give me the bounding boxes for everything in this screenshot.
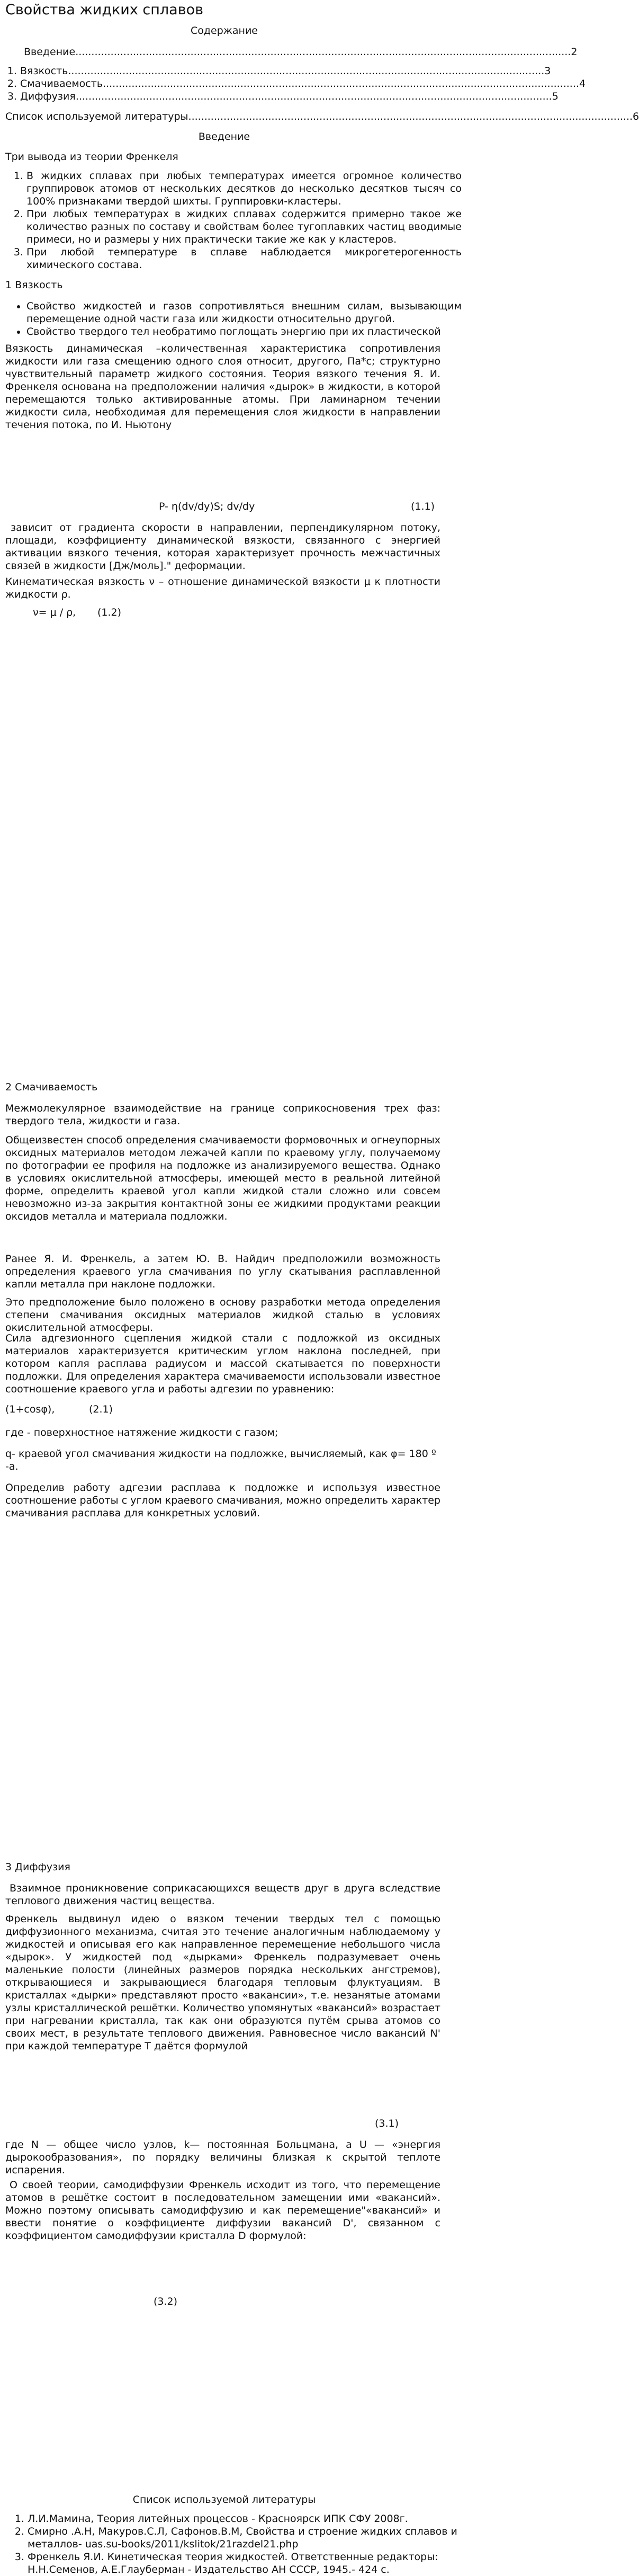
list-item: • Свойство твердого тел необратимо поглощать энергию при их пластической	[26, 325, 462, 338]
toc-entry-label: Список используемой литературы	[5, 111, 188, 122]
formula-number: (2.1)	[89, 1404, 113, 1415]
toc-leader-dots: .....................................................................................................................................................	[75, 91, 552, 102]
diffusion-paragraph: Взаимное проникновение соприкасающихся веществ друг в друга вследствие теплового движения частиц вещества.	[5, 1882, 440, 1907]
document-title: Свойства жидких сплавов	[5, 2, 204, 18]
diffusion-paragraph: О своей теории, самодиффузии Френкель исходит из того, что перемещение атомов в решётке состоит в последовательном замещении ими «вакансий». Можно поэтому описывать самодиффузию и как перемещение"«вакансий» и ввести понятие о коэффициенте диффузии вакансий D', связанном с коэффициентом самодиффузии кристалла D формулой:	[5, 2179, 440, 2242]
list-item: 1. В жидких сплавах при любых температурах имеется огромное количество группировок атомов от нескольких десятков до несколько десятков тысяч со 100% признаками твердой шихты. Группировки-кластеры.	[26, 170, 462, 208]
references-heading: Список используемой литературы	[132, 2494, 316, 2506]
reference-item: 2. Смирно .А.Н, Макуров.С.Л, Сафонов.В.М, Свойства и строение жидких сплавов и металлов- uas.su-books/2011/kslitok/21razdel21.php	[28, 2525, 463, 2551]
intro-subheading: Три вывода из теории Френкеля	[5, 151, 178, 163]
formula-number: (3.1)	[375, 2118, 399, 2129]
intro-heading: Введение	[198, 131, 250, 143]
wetting-paragraph: Ранее Я. И. Френкель, а затем Ю. В. Найдич предположили возможность определения краевого угла смачивания по углу скатывания расплавленной капли металла при наклоне подложки.	[5, 1253, 440, 1290]
reference-item: 1. Л.И.Мамина, Теория литейных процессов - Красноярск ИПК СФУ 2008г.	[28, 2512, 463, 2525]
toc-entry-page: 5	[552, 91, 559, 102]
wetting-paragraph: Общеизвестен способ определения смачиваемости формовочных и огнеупорных оксидных материалов методом лежачей капли по краевому углу, получаемому по фотографии ее профиля на подложке из анализируемого вещества. Однако в условиях окислительной атмосферы, имеющей место в реальной литейной форме, определить краевой угол капли жидкой стали сложно или совсем невозможно из-за закрытия контактной зоны ее жидкими продуктами реакции оксидов металла и материала подложки.	[5, 1134, 440, 1222]
toc-entry[interactable]	[20, 90, 559, 103]
diffusion-paragraph: Френкель выдвинул идею о вязком течении твердых тел с помощью диффузионного механизма, считая это течение аналогичным наблюдаемому у жидкостей и описывая его как направленное перемещение небольшого числа «дырок». У жидкостей под «дырками» Френкель подразумевает очень маленькие полости (линейных размеров порядка нескольких ангстремов), открывающиеся и закрывающиеся благодаря тепловым флуктуациям. В кристаллах «дырки» представляют просто «вакансии», т.е. незанятые атомами узлы кристаллической решётки. Количество упомянутых «вакансий» возрастает при нагревании кристалла, так как они образуются путём срыва атомов со своих мест, в результате теплового движения. Равновесное число вакансий N' при каждой температуре T даётся формулой	[5, 1913, 440, 2052]
wetting-heading: 2 Смачиваемость	[5, 1081, 98, 1093]
toc-leader-dots: ...........................................................................................................................................................	[75, 46, 571, 58]
viscosity-bullets	[5, 300, 462, 338]
formula-2-1: (1+cosφ),	[5, 1404, 55, 1415]
wetting-paragraph: Определив работу адгезии расплава к подложке и используя известное соотношение работы с углом краевого смачивания, можно определить характер смачивания расплава для конкретных условий.	[5, 1482, 440, 1519]
reference-item: 3. Френкель Я.И. Кинетическая теория жидкостей. Ответственные редакторы: Н.Н.Семенов, А.Е.Глауберман - Издательство АН СССР, 1945.- 424 с.	[28, 2551, 463, 2576]
toc-entry[interactable]	[20, 65, 551, 77]
toc-entry-page: 6	[633, 111, 639, 122]
viscosity-paragraph: Вязкость динамическая –количественная характеристика сопротивления жидкости или газа смещению одного слоя относит, другого, Па*с; структурно чувствительный параметр жидкого состояния. Теория вязкого течения Я. И. Френкеля основана на предположении наличия «дырок» в жидкости, в которой перемещаются только активированные атомы. При ламинарном течении жидкости сила, необходимая для перемещения слоя жидкости в направлении течения потока, по И. Ньютону	[5, 343, 440, 431]
wetting-paragraph: Межмолекулярное взаимодействие на границе соприкосновения трех фаз: твердого тела, жидкости и газа.	[5, 1103, 440, 1127]
toc-leader-dots: .....................................................................................................................................................	[103, 78, 579, 90]
toc-entry-label: 1. Вязкость	[20, 65, 68, 77]
toc-leader-dots: ...........................................................................................................................................	[188, 111, 633, 122]
formula-number: (1.2)	[97, 607, 122, 618]
toc-entry-label: 3. Диффузия	[20, 91, 76, 102]
diffusion-heading: 3 Диффузия	[5, 1861, 70, 1873]
references-list	[5, 2512, 463, 2576]
toc-entry-page: 2	[571, 46, 578, 58]
toc-entry-intro[interactable]	[24, 46, 578, 58]
formula-number: (3.2)	[154, 2296, 178, 2307]
toc-list	[0, 65, 586, 103]
formula-1-2: ν= μ / ρ,	[33, 607, 76, 618]
wetting-paragraph: Это предположение было положено в основу разработки метода определения степени смачивания оксидных материалов жидкой сталью в условиях окислительной атмосферы.	[5, 1296, 440, 1334]
toc-entry-label: 2. Смачиваемость	[20, 78, 103, 90]
viscosity-paragraph: зависит от градиента скорости в направлении, перпендикулярном потоку, площади, коэффициенту динамической вязкости, связанного с энергией активации вязкого течения, которая характеризует прочность межчастичных связей в жидкости [Дж/моль]." деформации.	[5, 522, 440, 572]
toc-heading: Содержание	[191, 25, 258, 37]
wetting-definition: q- краевой угол смачивания жидкости на подложке, вычисляемый, как φ= 180 º -a.	[5, 1448, 436, 1472]
intro-list	[5, 170, 462, 271]
list-item: 2. При любых температурах в жидких сплавах содержится примерно такое же количество разных по составу и свойствам более тугоплавких частиц вводимые примеси, но и размеры у них практически такие же как у кластеров.	[26, 208, 462, 246]
wetting-paragraph: Сила адгезионного сцепления жидкой стали с подложкой из оксидных материалов характеризуется критическим углом наклона последней, при котором капля расплава радиусом и массой скатывается по поверхности подложки. Для определения характера смачиваемости использовали известное соотношение краевого угла и работы адгезии по уравнению:	[5, 1333, 440, 1395]
viscosity-paragraph: Кинематическая вязкость ν – отношение динамической вязкости μ к плотности жидкости ρ.	[5, 576, 440, 600]
toc-entry-label: Введение	[24, 46, 76, 58]
viscosity-heading: 1 Вязкость	[5, 279, 63, 291]
formula-1-1: P- η(dv/dy)S; dv/dy	[159, 501, 255, 512]
wetting-definition: где - поверхностное натяжение жидкости с газом;	[5, 1427, 278, 1438]
toc-leader-dots: .....................................................................................................................................................	[68, 65, 545, 77]
toc-entry-references[interactable]	[5, 110, 639, 123]
toc-entry-page: 4	[579, 78, 586, 90]
list-item: 3. При любой температуре в сплаве наблюдается микрогетерогенность химического состава.	[26, 246, 462, 271]
diffusion-paragraph: где N — общее число узлов, k— постоянная Больцмана, а U — «энергия дырокообразования», по порядку величины близкая к скрытой теплоте испарения.	[5, 2139, 440, 2176]
list-item: • Свойство жидкостей и газов сопротивляться внешним силам, вызывающим перемещение одной части газа или жидкости относительно другой.	[26, 300, 462, 325]
formula-number: (1.1)	[411, 501, 435, 512]
toc-entry-page: 3	[544, 65, 551, 77]
toc-entry[interactable]	[20, 77, 586, 90]
